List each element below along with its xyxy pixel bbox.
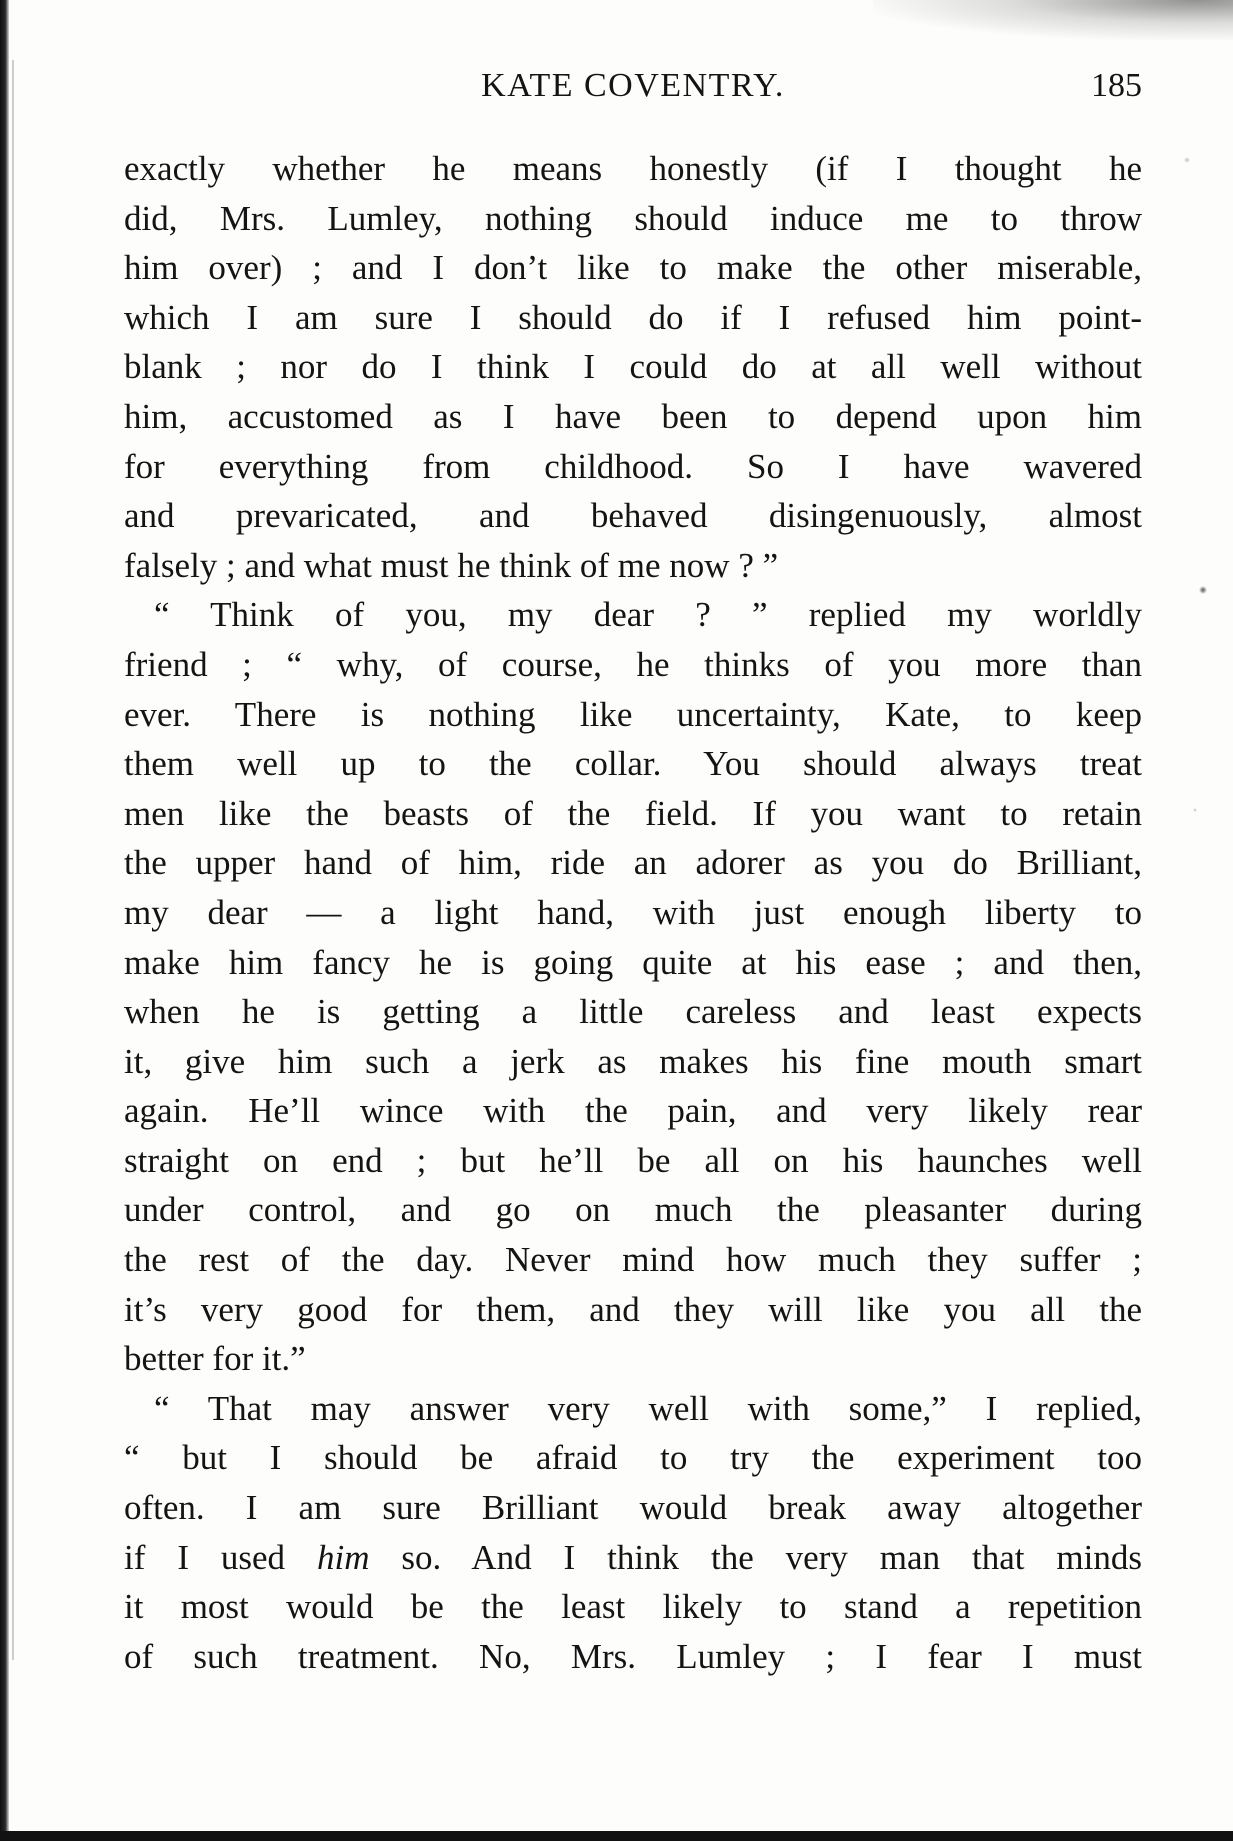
text-line: exactly whether he means honestly (if I thought he [124,149,1142,188]
text-line: “ Think of you, my dear ? ” replied my worldly [154,595,1142,635]
text-line: make him fancy he is going quite at his ease ; and then, [124,942,1142,982]
text-line: again. He’ll wince with the pain, and very likely rear [124,1091,1142,1131]
text-line: men like the beasts of the field. If you want to retain [124,793,1142,833]
line-segment: so. And I think the very man that minds [369,1537,1142,1577]
text-line: straight on end ; but he’ll be all on his haunches well [124,1140,1142,1180]
text-line: “ but I should be afraid to try the experiment too [124,1438,1142,1478]
scan-bottom-edge [0,1831,1233,1841]
text-line: the upper hand of him, ride an adorer as you do Brilliant, [124,843,1142,883]
text-line: it’s very good for them, and they will like you all the [124,1289,1142,1329]
text-line: the rest of the day. Never mind how much they suffer ; [124,1240,1142,1280]
text-line: ever. There is nothing like uncertainty, Kate, to keep [124,694,1142,734]
text-line: did, Mrs. Lumley, nothing should induce me to throw [124,198,1142,238]
italic-word: him [317,1537,370,1577]
scan-left-rule [12,60,14,1660]
line-segment: if I used [124,1537,286,1577]
text-line: it most would be the least likely to stand a repetition [124,1587,1142,1627]
body-text [124,144,1142,1681]
text-line: it, give him such a jerk as makes his fine mouth smart [124,1041,1142,1081]
running-title: KATE COVENTRY. [481,67,785,104]
text-line: for everything from childhood. So I have wavered [124,446,1142,486]
text-line: which I am sure I should do if I refused him point- [124,297,1142,337]
text-line: when he is getting a little careless and least expects [124,992,1142,1032]
text-line-with-italic [124,1533,1142,1583]
text-line: better for it.” [124,1339,306,1379]
running-head [124,64,1142,114]
text-line: of such treatment. No, Mrs. Lumley ; I fear I must [124,1636,1142,1676]
text-line: and prevaricated, and behaved disingenuously, almost [124,496,1142,536]
text-line: blank ; nor do I think I could do at all well without [124,347,1142,387]
text-line: friend ; “ why, of course, he thinks of you more than [124,644,1142,684]
text-line: “ That may answer very well with some,” I replied, [154,1388,1142,1428]
text-line: him over) ; and I don’t like to make the other miserable, [124,248,1142,288]
scan-right-specks [1179,110,1219,1110]
text-line: my dear — a light hand, with just enough liberty to [124,892,1142,932]
text-line: falsely ; and what must he think of me now ? ” [124,545,779,585]
scan-top-noise [873,0,1233,40]
text-line: them well up to the collar. You should always treat [124,744,1142,784]
text-line: often. I am sure Brilliant would break away altogether [124,1488,1142,1528]
text-line: under control, and go on much the pleasanter during [124,1190,1142,1230]
text-line: him, accustomed as I have been to depend upon him [124,396,1142,436]
page-number: 185 [1091,67,1142,104]
scan-left-edge [0,0,9,1841]
